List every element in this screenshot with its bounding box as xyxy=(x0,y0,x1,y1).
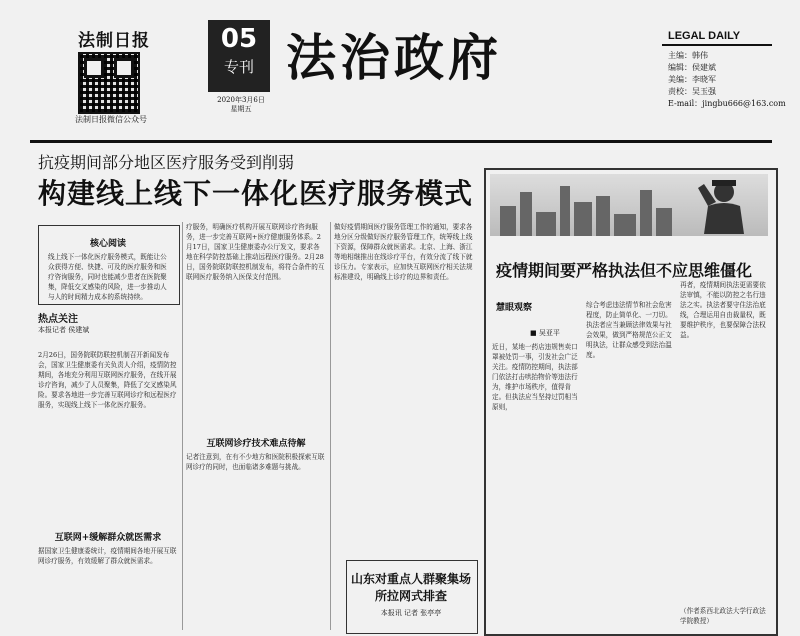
column-divider xyxy=(182,222,183,630)
right-kicker: 慧眼观察 xyxy=(496,303,533,313)
right-column-f: 再者，疫情期间执法更需要依法审慎，不能以防控之名行违法之实。执法者要守住法治底线，合理运用自由裁量权，既要维护秩序，也要保障合法权益。 xyxy=(680,281,766,339)
page-number-badge xyxy=(208,20,270,92)
staff-list xyxy=(668,50,786,110)
subhead-a: 互联网+缓解群众就医需求 xyxy=(54,533,162,543)
staff-line: 美编：李晓军 xyxy=(668,75,716,84)
weekday-line: 星期五 xyxy=(230,105,252,113)
date-line: 2020年3月6日 xyxy=(217,96,265,104)
right-column-e: 综合考虑违法情节和社会危害程度，防止简单化、一刀切。执法者应当兼顾法律效果与社会效果，做到严格规范公正文明执法，让群众感受到法治温度。 xyxy=(586,301,672,359)
article-column-a: 2月26日，国务院联防联控机制召开新闻发布会，国家卫生健康委有关负责人介绍，疫情防控期间，各地充分利用互联网医疗服务，在线开展诊疗咨询，减少了人员聚集，降低了交叉感染风险。要求各地进一步完善互联网诊疗和远程医疗服务，实现线上线下一体化医疗服务。 xyxy=(38,351,177,409)
badge-label: 专刊 xyxy=(223,58,254,76)
right-column-d: 近日，某地一药店违规售卖口罩被处罚一事，引发社会广泛关注。疫情防控期间，执法部门依法打击哄抬物价等违法行为，维护市场秩序，值得肯定。但执法应当坚持过罚相当原则， xyxy=(492,343,578,411)
section-en-label: LEGAL DAILY xyxy=(668,30,741,42)
staff-line: E-mail：jingbu666@163.com xyxy=(668,99,786,108)
right-byline: ■ 吴亚平 xyxy=(530,329,560,337)
article-column-b: 疗服务，明确医疗机构开展互联网诊疗咨询服务，进一步完善互联网+医疗健康服务体系。2月17日，国家卫生健康委办公厅发文，要求各地在科学防控基础上推动远程医疗服务。2月28日，国务院联防联控机制发布，将符合条件的互联网医疗服务纳入医保支付范围。 xyxy=(186,223,325,281)
top-divider xyxy=(30,140,772,143)
article-column-c: 做好疫情期间医疗服务管理工作的通知，要求各地分区分级做好医疗服务管理工作，统筹线上线下资源，保障群众就医需求。北京、上海、浙江等地相继推出在线诊疗平台，有效分流了线下就诊压力。专家表示，应加快互联网医疗相关法规标准建设，明确线上诊疗的边界和责任。 xyxy=(334,223,473,281)
page-number: 05 xyxy=(220,24,258,54)
staff-line: 责校：吴玉强 xyxy=(668,87,716,96)
article-column-a-tail: 据国家卫生健康委统计，疫情期间各地开展互联网诊疗服务，有效缓解了群众就医需求。 xyxy=(38,547,177,565)
summary-text: 线上线下一体化医疗服务模式，既能让公众获得方便、快捷、可及的医疗服务和医疗咨询服务，同时也能减少患者在医院聚集，降低交叉感染的风险，进一步推动人与人的时间精力成本的系统持续。 xyxy=(48,253,167,301)
column-divider xyxy=(330,222,331,630)
qr-code-icon xyxy=(78,52,140,114)
hot-label: 热点关注 xyxy=(38,314,78,325)
newspaper-logo: 法制日报 xyxy=(78,31,150,51)
hot-byline: 本报记者 侯建斌 xyxy=(38,326,90,334)
article-column-b-tail: 记者注意到，在有不少地方和医院积极探索互联网诊疗的同时，也面临诸多难题与挑战。 xyxy=(186,453,325,471)
qr-label: 法制日报微信公众号 xyxy=(75,115,147,124)
staff-line: 主编：韩伟 xyxy=(668,51,708,60)
summary-title: 核心阅读 xyxy=(89,239,126,249)
subhead-b: 互联网诊疗技术难点待解 xyxy=(206,439,306,449)
bottom-byline: 本报讯 记者 张亭亭 xyxy=(380,609,442,617)
issue-date xyxy=(210,96,272,114)
bottom-headline: 山东对重点人群聚集场所拉网式排查 xyxy=(350,572,471,603)
main-kicker: 抗疫期间部分地区医疗服务受到削弱 xyxy=(38,153,295,172)
author-footnote: （作者系西北政法大学行政法学院教授） xyxy=(680,607,766,625)
masthead-rule xyxy=(662,44,772,46)
main-headline: 构建线上线下一体化医疗服务模式 xyxy=(38,177,474,210)
saluting-officer-icon xyxy=(684,176,754,234)
right-headline: 疫情期间要严格执法但不应思维僵化 xyxy=(496,261,753,280)
section-title: 法治政府 xyxy=(286,29,502,87)
staff-line: 编辑：侯建斌 xyxy=(668,63,716,72)
